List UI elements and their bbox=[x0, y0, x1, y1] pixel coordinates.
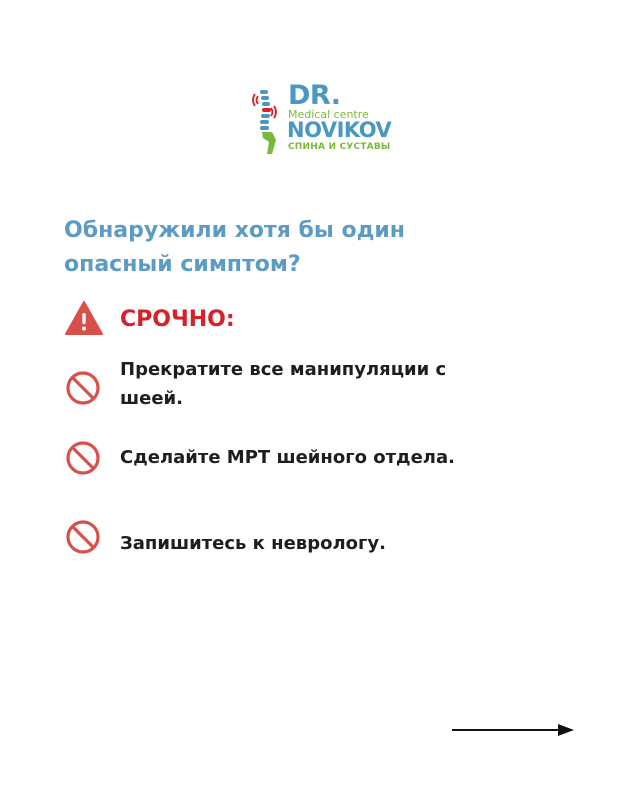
logo bbox=[250, 82, 400, 156]
logo-title-dr: DR. bbox=[288, 80, 341, 111]
urgent-label: СРОЧНО: bbox=[120, 307, 235, 332]
logo-subtitle: СПИНА И СУСТАВЫ bbox=[288, 142, 391, 152]
logo-medical-centre: Medical centre bbox=[288, 108, 369, 121]
list-item: Сделайте МРТ шейного отдела. bbox=[120, 447, 455, 468]
prohibited-icon bbox=[65, 370, 101, 406]
warning-triangle-icon bbox=[64, 300, 104, 336]
arrow-right-icon[interactable] bbox=[452, 722, 576, 738]
prohibited-icon bbox=[65, 440, 101, 476]
prohibited-icon bbox=[65, 519, 101, 555]
logo-title-novikov: NOVIKOV bbox=[287, 118, 392, 142]
spine-logo-icon bbox=[250, 82, 286, 156]
list-item: Запишитесь к неврологу. bbox=[120, 533, 386, 554]
page-heading: Обнаружили хотя бы один опасный симптом? bbox=[64, 218, 405, 277]
list-item: Прекратите все манипуляции с шеей. bbox=[120, 359, 447, 409]
